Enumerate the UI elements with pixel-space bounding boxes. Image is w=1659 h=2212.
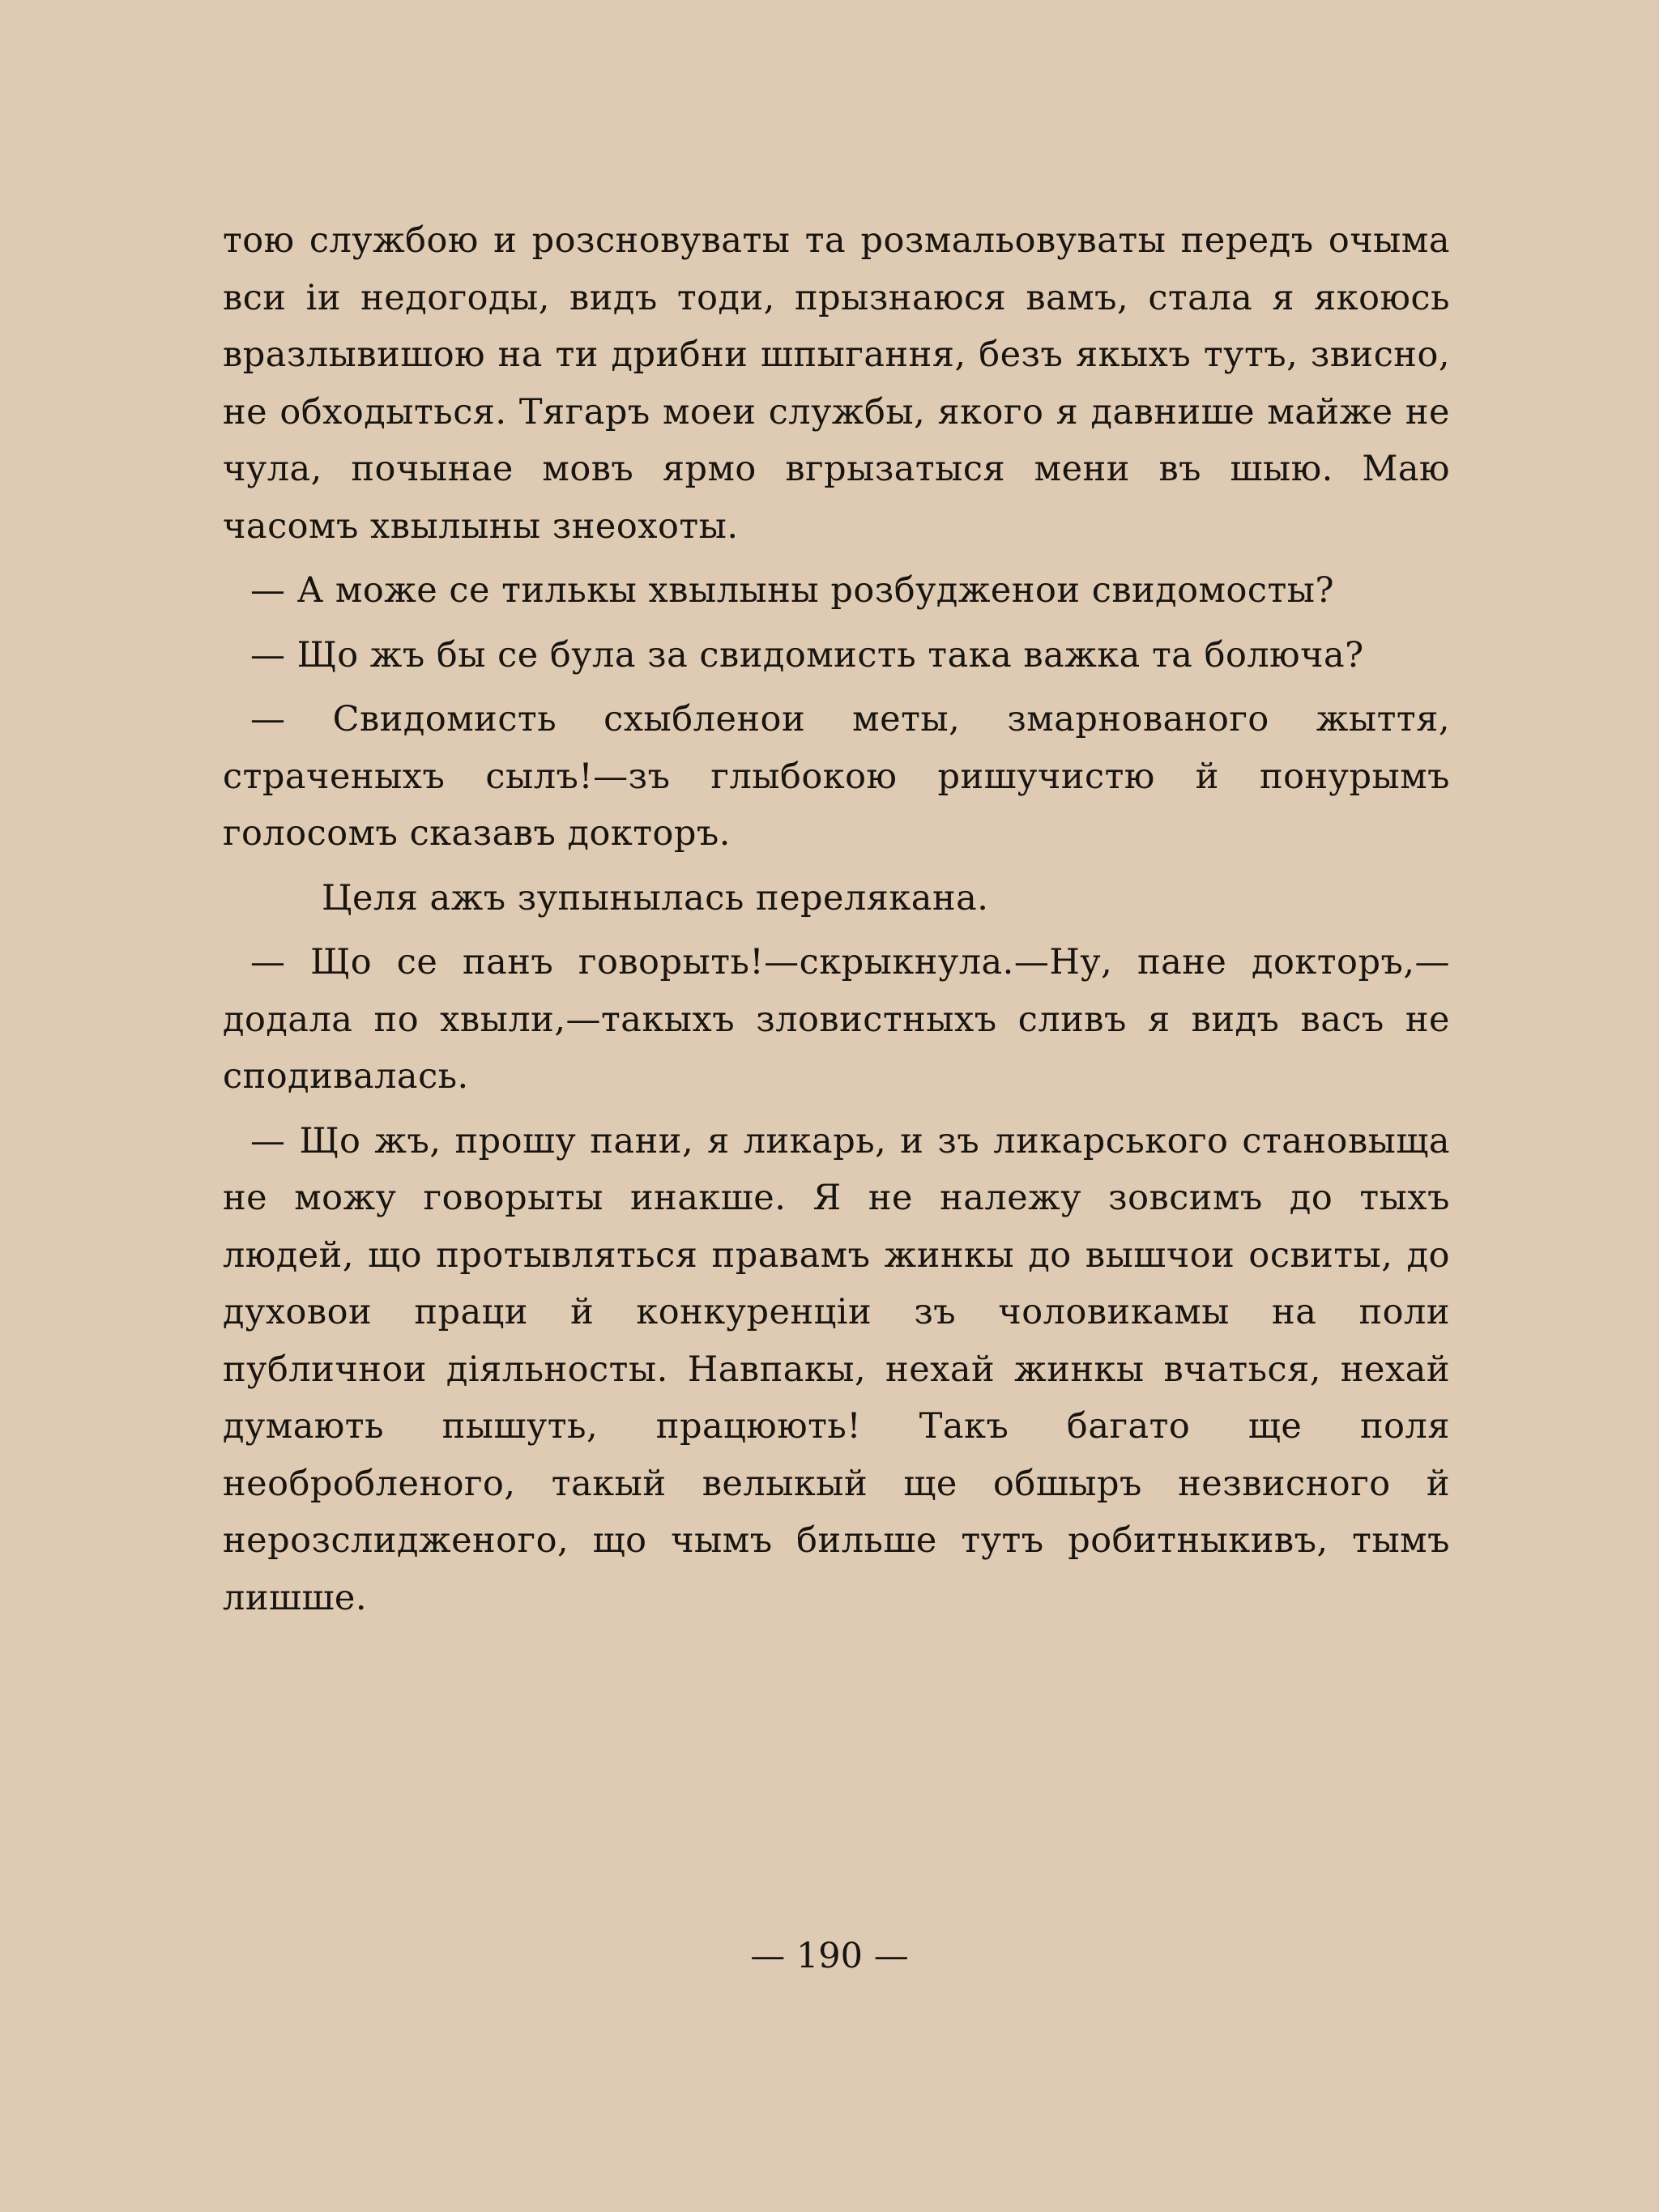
paragraph-5: Целя ажъ зупынылась перелякана. bbox=[322, 877, 989, 918]
paragraph-6: — Що се панъ говорыть!—скрыкнула.—Ну, пане докторъ,—додала по хвыли,—такыхъ зловистныхъ сливъ я видъ васъ не сподивалась. bbox=[223, 942, 1450, 1097]
paragraph-3: — Що жъ бы се була за свидомисть така важка та болюча? bbox=[250, 634, 1364, 676]
page-body bbox=[223, 212, 1450, 1634]
paragraph-2: — А може се тилькы хвылыны розбудженои свидомосты? bbox=[250, 570, 1335, 611]
paragraph-7: — Що жъ, прошу пани, я ликарь, и зъ ликарського становыща не можу говорыты инакше. Я не належу зовсимъ до тыхъ людей, що протывляться правамъ жинкы до вышчои освиты, до духовои праци й конкуренціи зъ чоловикамы на поли публичнои діяльносты. Навпакы, нехай жинкы вчаться, нехай думають пышуть, працюють! Такъ багато ще поля необробленого, такый велыкый ще обшыръ незвисного й нерозслидженого, що чымъ бильше тутъ робитныкивъ, тымъ лишше. bbox=[223, 1120, 1450, 1618]
page-number: — 190 — bbox=[750, 1936, 909, 1976]
paragraph-4: — Свидомисть схыбленои меты, змарнованого жыття, страченыхъ сылъ!—зъ глыбокою ришучистю й понурымъ голосомъ сказавъ докторъ. bbox=[223, 699, 1450, 854]
paragraph-1: тою службою и розсновуваты та розмальовуваты передъ очыма вси іи недогоды, видъ тоди, прызнаюся вамъ, стала я якоюсь вразлывишою на ти дрибни шпыгання, безъ якыхъ тутъ, звисно, не обходыться. Тягаръ моеи службы, якого я давнише майже не чула, почынае мовъ ярмо вгрызатыся мени въ шыю. Маю часомъ хвылыны знеохоты. bbox=[223, 220, 1450, 547]
